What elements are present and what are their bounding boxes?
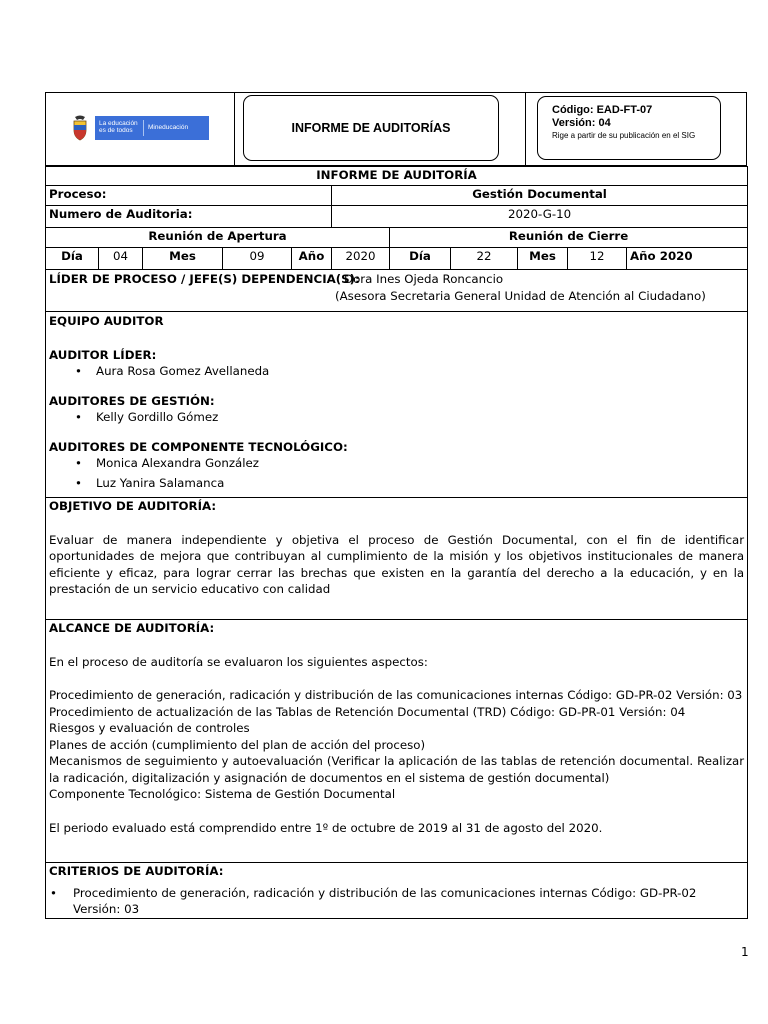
logo-ministry-text: Mineducación [148,124,189,131]
numero-value: 2020-G-10 [332,206,748,228]
colombia-shield-icon [71,115,89,141]
alcance-cell [46,620,748,863]
document-title: INFORME DE AUDITORÍAS [291,121,451,135]
validity-note: Rige a partir de su publicación en el SIG [552,131,696,140]
lider-role: (Asesora Secretaria General Unidad de Atención al Ciudadano) [335,288,706,303]
proceso-row [46,186,748,206]
objetivo-text: Evaluar de manera independiente y objetiva el proceso de Gestión Documental, con el fin de identificar oportunidades de mejora que contribuyan al cumplimiento de la misión y los objetivos institucionales de manera eficiente y eficaz, para lograr cerrar las brechas que existen en la garantía del derecho a la educación, y en la prestación de un servicio educativo con calidad [49,532,745,596]
lider-name: Dora Ines Ojeda Roncancio [344,272,504,286]
proceso-value: Gestión Documental [332,186,748,206]
code-box [537,96,721,160]
lider-cell [46,270,748,312]
alcance-item: Mecanismos de seguimiento y autoevaluación (Verificar la aplicación de las tablas de retención documental. Realizar la radicación, digitalización y asignación de documentos en el sistema de gestión documental) [49,754,745,785]
cierre-mes: 12 [568,248,627,270]
logo-separator [143,120,144,136]
auditores-gestion-title: AUDITORES DE GESTIÓN: [49,393,215,408]
list-item [49,363,744,380]
cierre-label: Reunión de Cierre [390,228,748,248]
logo-banner [95,116,209,140]
lider-label: LÍDER DE PROCESO / JEFE(S) DEPENDENCIA(S): [49,272,360,286]
criterios-cell [46,863,748,919]
reunion-row [46,228,748,248]
report-heading-row [46,167,748,186]
auditor-tecno-name: Luz Yanira Salamanca [96,475,225,490]
alcance-item: Procedimiento de actualización de las Tablas de Retención Documental (TRD) Código: GD-PR-01 Versión: 04 [49,704,686,719]
document-version: Versión: 04 [552,117,611,129]
objetivo-row [46,498,748,620]
cierre-dia-label: Día [390,248,451,270]
proceso-label: Proceso: [46,186,332,206]
equipo-title: EQUIPO AUDITOR [49,314,164,328]
bullet-icon: • [50,885,57,900]
apertura-dia: 04 [99,248,143,270]
equipo-row [46,312,748,498]
alcance-item: Planes de acción (cumplimiento del plan de acción del proceso) [49,737,426,752]
auditores-tecno-title: AUDITORES DE COMPONENTE TECNOLÓGICO: [49,439,348,454]
cierre-mes-label: Mes [518,248,568,270]
objetivo-title: OBJETIVO DE AUDITORÍA: [49,499,217,513]
report-heading: INFORME DE AUDITORÍA [46,167,748,186]
document-code: Código: EAD-FT-07 [552,104,653,116]
document-header [45,92,747,166]
apertura-ano-label: Año [292,248,332,270]
list-item [49,455,744,472]
auditor-tecno-name: Monica Alexandra González [96,456,260,470]
alcance-item: Procedimiento de generación, radicación y distribución de las comunicaciones internas Código: GD-PR-02 Versión: 03 [49,688,743,702]
objetivo-cell [46,498,748,620]
lider-row [46,270,748,312]
alcance-intro: En el proceso de auditoría se evaluaron los siguientes aspectos: [49,654,428,669]
apertura-mes: 09 [223,248,292,270]
apertura-mes-label: Mes [143,248,223,270]
apertura-label: Reunión de Apertura [46,228,390,248]
page-number: 1 [741,945,749,959]
auditor-lider-title: AUDITOR LÍDER: [49,347,157,362]
fecha-row [46,248,748,270]
apertura-ano: 2020 [332,248,390,270]
equipo-cell [46,312,748,498]
logo-text-line1: La educación [99,120,138,127]
auditor-lider-name: Aura Rosa Gomez Avellaneda [96,364,270,378]
list-item [49,475,744,492]
list-item [49,409,744,426]
logo-text-line2: es de todos [99,127,133,134]
alcance-item: Riesgos y evaluación de controles [49,721,250,735]
alcance-periodo: El periodo evaluado está comprendido entre 1º de octubre de 2019 al 31 de agosto del 2020. [49,820,603,835]
logo-cell [46,93,235,165]
audit-report-table [45,166,748,919]
cierre-dia: 22 [451,248,518,270]
ministry-logo [71,115,209,141]
alcance-item: Componente Tecnológico: Sistema de Gestión Documental [49,787,396,801]
alcance-title: ALCANCE DE AUDITORÍA: [49,621,215,635]
title-box [243,95,499,161]
criterio-item: Procedimiento de generación, radicación y distribución de las comunicaciones internas Código: GD-PR-02 Versión: 03 [73,885,697,916]
header-divider [525,93,526,165]
auditor-gestion-name: Kelly Gordillo Gómez [96,410,219,424]
numero-row [46,206,748,228]
criterios-row [46,863,748,919]
apertura-dia-label: Día [46,248,99,270]
list-item [49,885,744,918]
alcance-row [46,620,748,863]
numero-label: Numero de Auditoria: [46,206,332,228]
cierre-ano: Año 2020 [627,248,748,270]
criterios-title: CRITERIOS DE AUDITORÍA: [49,864,224,878]
